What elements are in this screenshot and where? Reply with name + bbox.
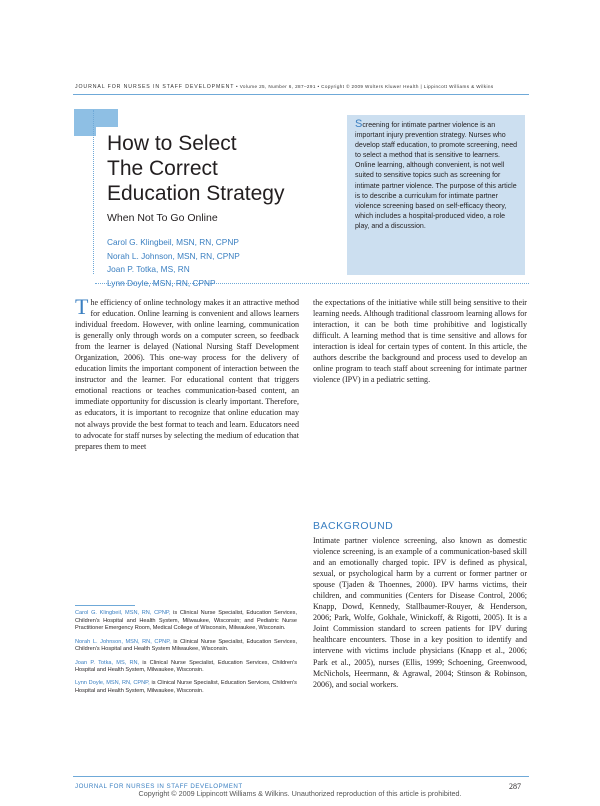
- affiliation-name: Norah L. Johnson, MSN, RN, CPNP,: [75, 638, 171, 645]
- author: Joan P. Totka, MS, RN: [107, 264, 190, 274]
- footer-rule: [73, 776, 529, 777]
- article-subtitle: When Not To Go Online: [107, 212, 218, 224]
- author: Lynn Doyle, MSN, RN, CPNP: [107, 277, 216, 288]
- article-title: [107, 131, 327, 206]
- background-text: Intimate partner violence screening, also known as domestic violence screening, is an example of a communication-based skill and an emotionally charged topic. IPV is defined as physical, sexual, or psychological harm by a current or former partner or spouse (Tjaden & Thoennes, 2000). IPV harms victims, their children, and communities (Centers for Disease Control, 2006; Knapp, Dowd, Kennedy, Stallbaumer-Rouyer, & Henderson, 2006; Park, Wolfe, Gokhale, Winickoff, & Rigotti, 2005). It is a Joint Commission standard to screen patients for IPV during healthcare encounters. Those in a key position to identify and intervene with victims include physicians (Knapp et al., 2006; Park et al., 2005), nurses (Ellis, 1999; Schoening, Greenwood, McNichols, Heermann, & Agrawal, 2004; Stinson & Robinson, 2006), and social workers.: [313, 536, 527, 689]
- decorative-block: [74, 109, 118, 127]
- affiliation-text: is Clinical Nurse Specialist, Education Services, Children's Hospital and Health System, Milwaukee, Wisconsin.: [75, 680, 297, 695]
- title-line-3: Education Strategy: [107, 182, 285, 205]
- header-copyright: Copyright © 2009 Wolters Kluwer Health | Lippincott Williams & Wilkins: [321, 84, 494, 89]
- footer-journal: JOURNAL FOR NURSES IN STAFF DEVELOPMENT: [75, 783, 243, 790]
- title-line-2: The Correct: [107, 157, 218, 180]
- author-affiliations: [75, 610, 297, 701]
- body-dropcap: T: [75, 294, 89, 319]
- affiliation-text: is Clinical Nurse Specialist, Education Services, Children's Hospital and Health System, Milwaukee, Wisconsin; and Pediatric Nurse Practitioner Emergency Room, Medical College of Wisconsin, Milwaukee, Wisconsin.: [75, 610, 297, 632]
- dotted-vertical-rule: [93, 110, 94, 274]
- abstract-text: creening for intimate partner violence is an important injury prevention strategy. Nurses who develop staff education, to promote screening, need to select a method that is sensitive to learners. Online learning, although convenient, is not well suited to sensitive topics such as screening for intimate partner violence. The purpose of this article is to describe a curriculum for intimate partner violence screening based on self-efficacy theory, which includes a hospital-produced video, a role play, and a discussion.: [355, 122, 518, 230]
- affiliation-text: is Clinical Nurse Specialist, Education Services, Children's Hospital and Health System Milwaukee, Wisconsin.: [75, 638, 297, 653]
- affiliation-item: [75, 610, 297, 633]
- affiliation-item: [75, 660, 297, 675]
- affiliation-text: is Clinical Nurse Specialist, Education Services, Children's Hospital and Health System, Milwaukee, Wisconsin.: [75, 659, 297, 674]
- affiliation-name: Joan P. Totka, MS, RN,: [75, 659, 140, 666]
- page-number: 287: [509, 782, 521, 791]
- section-heading-background: BACKGROUND: [313, 520, 394, 532]
- header-rule: [73, 94, 529, 95]
- author: Norah L. Johnson, MSN, RN, CPNP: [107, 250, 240, 261]
- affiliation-item: [75, 680, 297, 695]
- header-journal: JOURNAL FOR NURSES IN STAFF DEVELOPMENT: [75, 84, 235, 90]
- author-list: [107, 236, 240, 290]
- header-citation: Volume 25, Number 6, 287–291: [239, 84, 316, 89]
- body-col1-text: he efficiency of online technology makes it an attractive method for education. Online learning is convenient and allows learners individual freedom. However, with online learning, communication is generally only through words on a computer screen, so feedback from the learner is delayed (National Nursing Staff Development Organization, 2006). This one-way process for the delivery of education limits the important component of interaction between the instructor and the learner. For educational content that triggers emotional reactions or teaches communication-based content, an immediate opportunity for discussion is clearly important. Therefore, as educators, it is important to recognize that online education may not always provide the best format to teach and learn. Educators need to advocate for staff nurses by selecting the medium of education that prepares them to meet: [75, 298, 299, 451]
- abstract-dropcap: S: [355, 118, 363, 130]
- affiliation-item: [75, 639, 297, 654]
- affiliation-rule: [75, 605, 135, 606]
- affiliation-name: Carol G. Klingbeil, MSN, RN, CPNP,: [75, 610, 171, 616]
- running-header: JOURNAL FOR NURSES IN STAFF DEVELOPMENT • Volume 25, Number 6, 287–291 • Copyright © 2009 Wolters Kluwer Health | Lippincott Williams & Wilkins: [75, 84, 494, 90]
- affiliation-name: Lynn Doyle, MSN, RN, CPNP,: [75, 680, 150, 687]
- title-line-1: How to Select: [107, 132, 237, 155]
- copyright-notice: Copyright © 2009 Lippincott Williams & Wilkins. Unauthorized reproduction of this article is prohibited.: [138, 789, 462, 798]
- body-column-1: [75, 294, 299, 452]
- body-column-2: the expectations of the initiative while still being sensitive to their learning needs. Although traditional classroom learning allows for interaction, it can be both time prohibitive and logistically difficult. A learning method that is time sensitive and allows for interaction is ideal for certain types of content. In this article, the authors describe the background and process used to develop an online program to teach staff about screening for intimate partner violence (IPV) in a pediatric setting.: [313, 298, 527, 385]
- abstract-box: [347, 115, 525, 275]
- author: Carol G. Klingbeil, MSN, RN, CPNP: [107, 237, 239, 247]
